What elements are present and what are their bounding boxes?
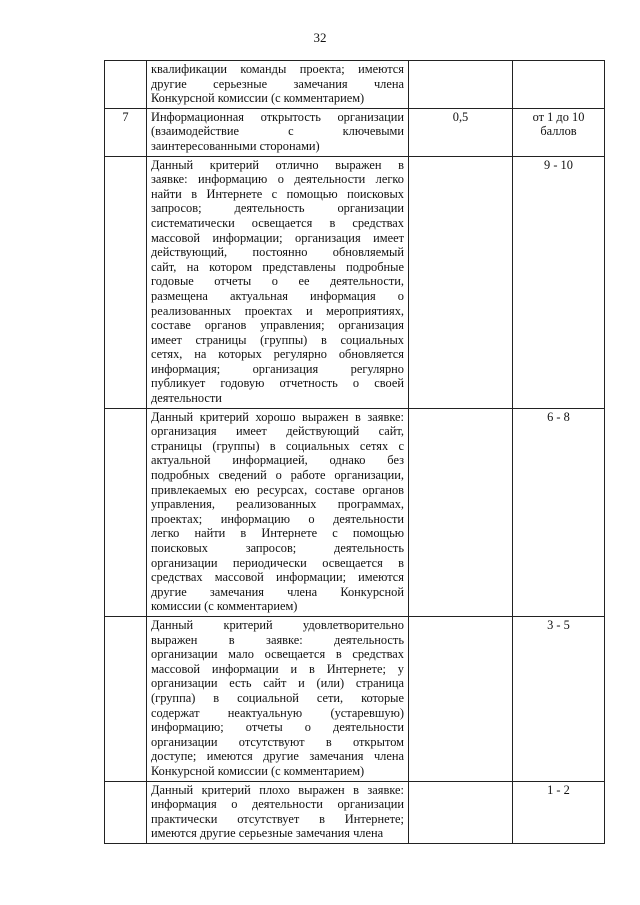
description-line: Информационная открытость организации [151, 109, 404, 124]
description-line: управления, реализованных программах, [151, 497, 404, 512]
criterion-description [147, 781, 409, 843]
description-line: систематически освещается в средствах [151, 215, 404, 230]
criterion-number [105, 616, 147, 781]
page-number: 32 [313, 30, 327, 45]
criteria-row [105, 108, 605, 156]
criterion-description [147, 108, 409, 156]
criteria-row [105, 61, 605, 109]
description-line: комиссии (с комментарием) [151, 599, 298, 614]
description-line: действующий, постоянно обновляемый [151, 245, 404, 260]
description-line: заявке: информацию о деятельности легко [151, 172, 404, 187]
criterion-description [147, 61, 409, 109]
criterion-score: 6 - 8 [513, 408, 605, 616]
description-line: другие замечания члена Конкурсной [151, 584, 404, 599]
description-line: сайт, на котором представлены подробные [151, 259, 404, 274]
description-line: (взаимодействие с ключевыми [151, 124, 404, 139]
description-line: заинтересованными сторонами) [151, 138, 320, 153]
description-line: легко найти в Интернете с помощью [151, 526, 404, 541]
criterion-score: от 1 до 10 баллов [513, 108, 605, 156]
description-line: привлекаемых ею ресурсах, составе органов [151, 482, 404, 497]
description-line: информацию; отчеты о деятельности [151, 720, 404, 735]
description-line: имеются другие серьезные замечания члена [151, 826, 384, 841]
description-line: страницы (группы) в социальных сетях с [151, 438, 404, 453]
description-line: информация о деятельности организации [151, 797, 404, 812]
description-line: (группа) в социальной сети, которые [151, 690, 404, 705]
criterion-score: 9 - 10 [513, 156, 605, 408]
description-line: подробных сведений о работе организации, [151, 468, 404, 483]
criteria-row [105, 408, 605, 616]
criteria-row [105, 156, 605, 408]
criterion-number [105, 408, 147, 616]
description-line: квалификации команды проекта; имеются [151, 62, 404, 76]
description-line: организация имеет действующий сайт, [151, 424, 404, 439]
criterion-score [513, 61, 605, 109]
criterion-number [105, 781, 147, 843]
description-line: Данный критерий удовлетворительно [151, 617, 404, 632]
criterion-description [147, 408, 409, 616]
criterion-number [105, 156, 147, 408]
criterion-weight [409, 616, 513, 781]
description-line: проектах; информацию о деятельности [151, 511, 404, 526]
description-line: содержат неактуальную (устаревшую) [151, 705, 404, 720]
description-line: имеет страницы (группы) в социальных [151, 332, 404, 347]
description-line: выражен в заявке: деятельность [151, 632, 404, 647]
description-line: размещена актуальная информация о [151, 288, 404, 303]
criteria-table-body [105, 61, 605, 844]
description-line: Конкурсной комиссии (с комментарием) [151, 763, 365, 778]
criterion-weight: 0,5 [409, 108, 513, 156]
criteria-table [104, 60, 605, 844]
description-line: деятельности [151, 391, 222, 406]
description-line: организации отсутствуют в открытом [151, 734, 404, 749]
criterion-number [105, 61, 147, 109]
description-line: реализованных проектах и мероприятиях, [151, 303, 404, 318]
description-line: организации периодически освещается в [151, 555, 404, 570]
description-line: актуальной информацией, однако без [151, 453, 404, 468]
description-line: Данный критерий отлично выражен в [151, 157, 404, 172]
description-line: средствах массовой информации; имеются [151, 570, 404, 585]
criteria-row [105, 781, 605, 843]
criterion-number: 7 [105, 108, 147, 156]
description-line: доступе; имеются другие замечания члена [151, 749, 404, 764]
criterion-weight [409, 156, 513, 408]
criterion-score: 1 - 2 [513, 781, 605, 843]
description-line: публикует годовую отчетность о своей [151, 376, 404, 391]
criterion-weight [409, 408, 513, 616]
criterion-weight [409, 61, 513, 109]
criterion-score: 3 - 5 [513, 616, 605, 781]
description-line: массовой информации; организация имеет [151, 230, 404, 245]
criterion-description [147, 156, 409, 408]
description-line: сетях, на которых регулярно обновляется [151, 347, 404, 362]
description-line: информация; организация регулярно [151, 361, 404, 376]
description-line: организации есть сайт и (или) страница [151, 676, 404, 691]
description-line: массовой информации и в Интернете; у [151, 661, 404, 676]
description-line: организации мало освещается в средствах [151, 647, 404, 662]
description-line: Данный критерий хорошо выражен в заявке: [151, 409, 404, 424]
description-line: Конкурсной комиссии (с комментарием) [151, 91, 365, 106]
description-line: годовые отчеты о ее деятельности, [151, 274, 404, 289]
description-line: запросов; деятельность организации [151, 201, 404, 216]
criterion-description [147, 616, 409, 781]
description-line: найти в Интернете с помощью поисковых [151, 186, 404, 201]
criteria-row [105, 616, 605, 781]
criterion-weight [409, 781, 513, 843]
description-line: составе органов управления; организация [151, 318, 404, 333]
description-line: практически отсутствует в Интернете; [151, 811, 404, 826]
description-line: другие серьезные замечания члена [151, 76, 404, 91]
description-line: Данный критерий плохо выражен в заявке: [151, 782, 404, 797]
description-line: поисковых запросов; деятельность [151, 541, 404, 555]
